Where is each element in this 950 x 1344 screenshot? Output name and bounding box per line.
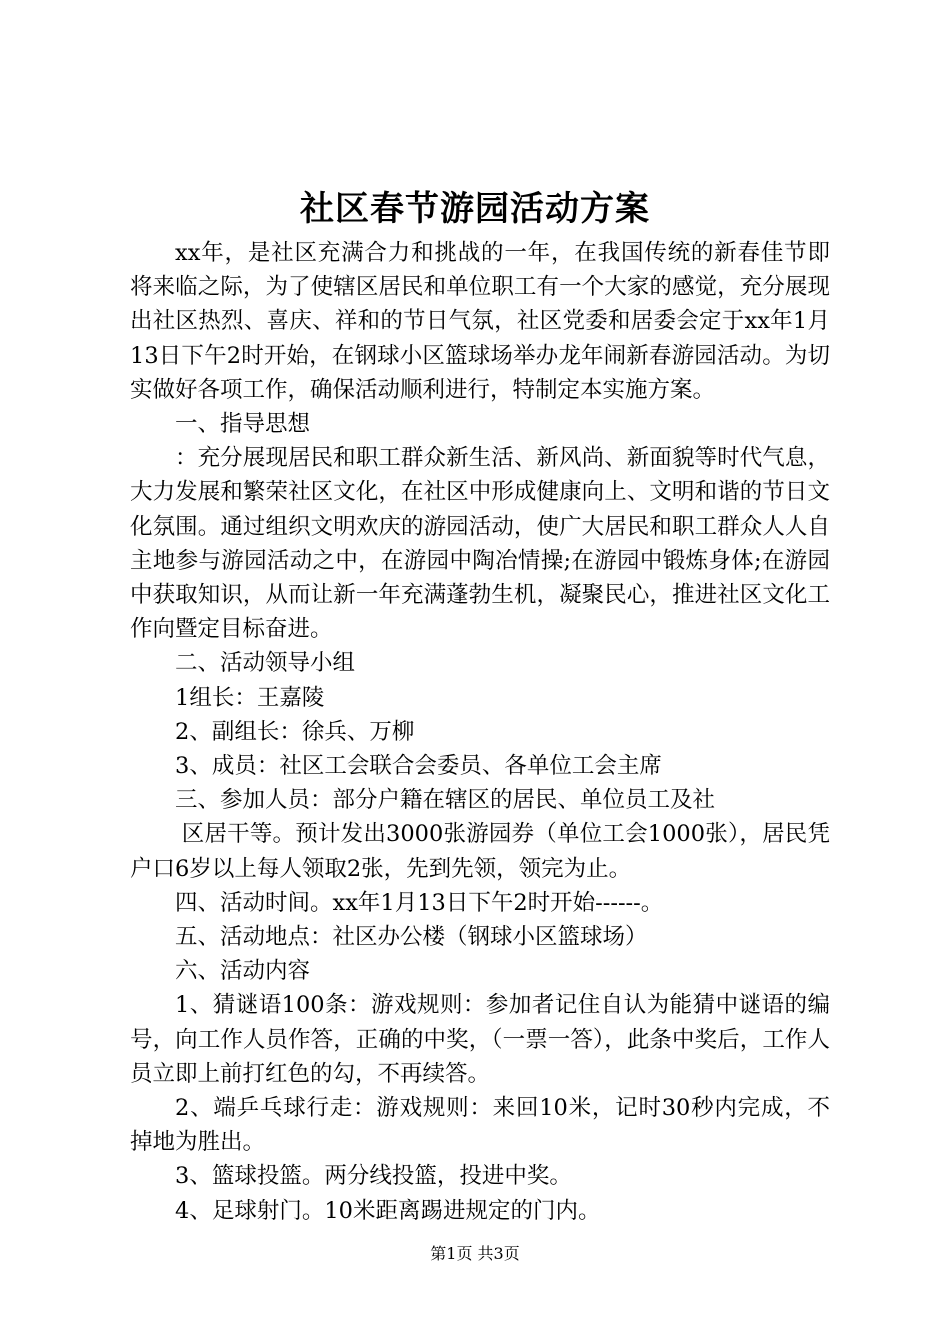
intro-paragraph: xx年，是社区充满合力和挑战的一年，在我国传统的新春佳节即将来临之际，为了使辖区居民和单位职工有一个大家的感觉，充分展现出社区热烈、喜庆、祥和的节日气氛，社区党委和居委会定于xx年1月13日下午2时开始，在钢球小区篮球场举办龙年闹新春游园活动。为切实做好各项工作，确保活动顺利进行，特制定本实施方案。	[130, 240, 830, 403]
activity-ping-pong-walk: 2、端乒乓球行走：游戏规则：来回10米，记时30秒内完成，不掉地为胜出。	[130, 1095, 830, 1156]
participants-heading: 三、参加人员：部分户籍在辖区的居民、单位员工及社	[175, 787, 716, 814]
members-item: 3、成员：社区工会联合会委员、各单位工会主席	[175, 753, 662, 780]
document-title: 社区春节游园活动方案	[300, 189, 650, 229]
leader-item: 1组长：王嘉陵	[175, 684, 325, 711]
activity-location: 五、活动地点：社区办公楼（钢球小区篮球场）	[175, 924, 648, 951]
guiding-thought-paragraph: ：充分展现居民和职工群众新生活、新风尚、新面貌等时代气息，大力发展和繁荣社区文化，在社区中形成健康向上、文明和谐的节日文化氛围。通过组织文明欢庆的游园活动，使广大居民和职工群众人人自主地参与游园活动之中，在游园中陶冶情操;在游园中锻炼身体;在游园中获取知识，从而让新一年充满蓬勃生机，凝聚民心，推进社区文化工作向暨定目标奋进。	[130, 445, 830, 643]
section-heading-leadership-group: 二、活动领导小组	[175, 650, 356, 677]
page-footer: 第1页 共3页	[430, 1244, 520, 1263]
section-heading-guiding-thought: 一、指导思想	[175, 411, 311, 438]
deputy-leader-item: 2、副组长：徐兵、万柳	[175, 718, 415, 745]
document-body	[130, 236, 830, 1228]
activity-football: 4、足球射门。10米距离踢进规定的门内。	[175, 1197, 601, 1224]
activity-basketball: 3、篮球投篮。两分线投篮，投进中奖。	[175, 1163, 572, 1190]
activity-time: 四、活动时间。xx年1月13日下午2时开始------。	[175, 889, 664, 916]
participants-paragraph: 区居干等。预计发出3000张游园券（单位工会1000张），居民凭户口6岁以上每人领取2张，先到先领，领完为止。	[130, 821, 830, 882]
activity-riddles: 1、猜谜语100条：游戏规则：参加者记住自认为能猜中谜语的编号，向工作人员作答，正确的中奖，（一票一答），此条中奖后，工作人员立即上前打红色的勾，不再续答。	[130, 992, 830, 1087]
section-heading-activity-content: 六、活动内容	[175, 958, 311, 985]
